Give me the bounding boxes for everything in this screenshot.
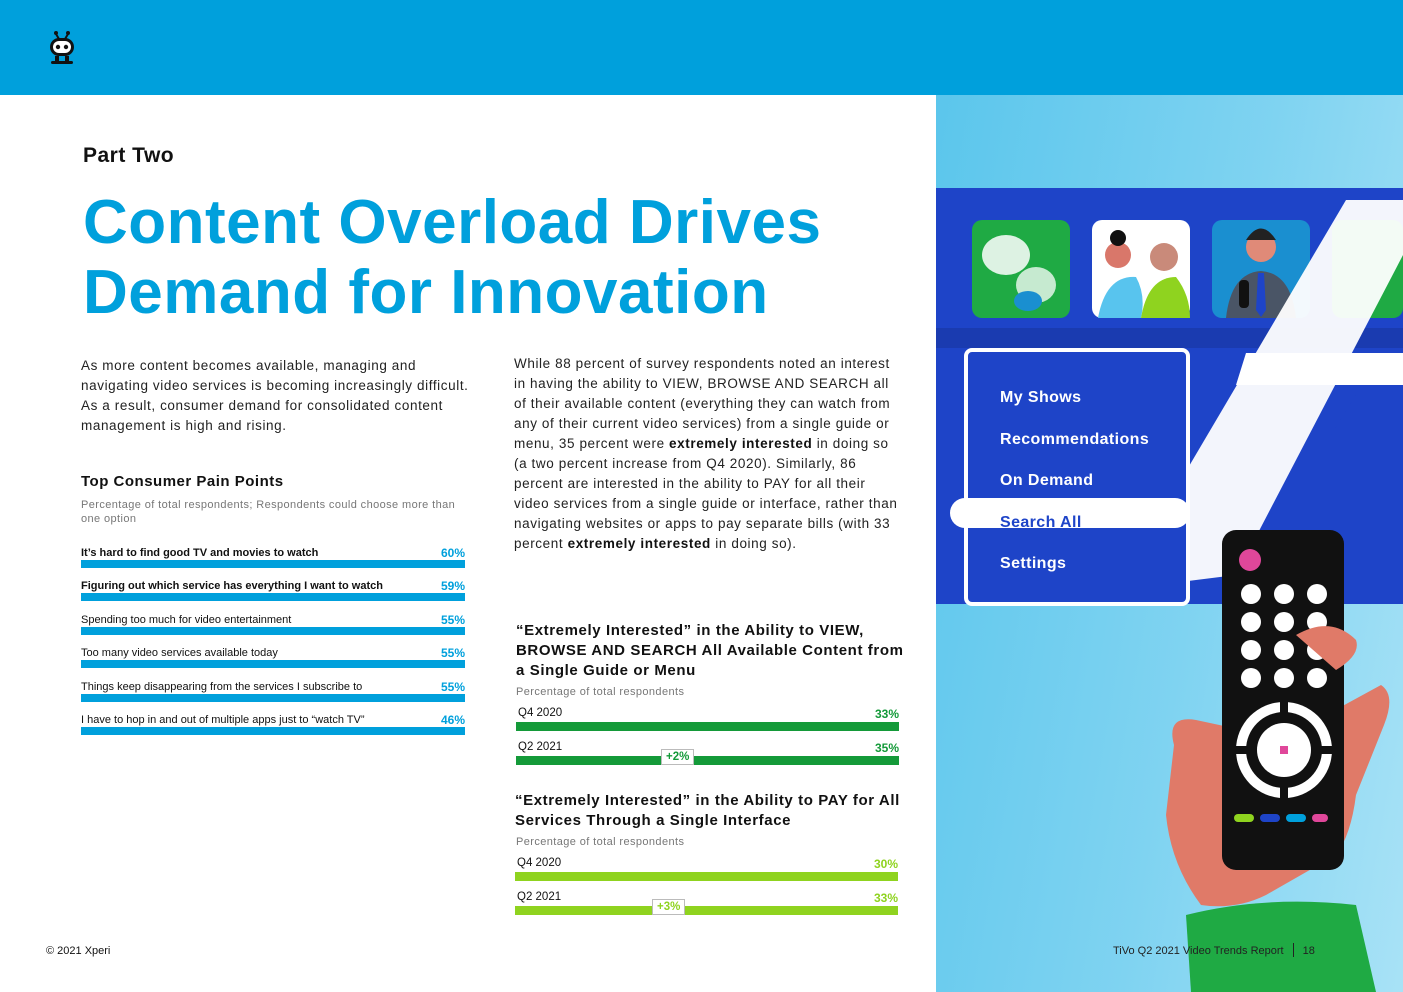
pay-delta-badge: +3%: [652, 899, 685, 915]
footer-separator: [1293, 943, 1294, 957]
pain-label: Things keep disappearing from the services I subscribe to: [81, 680, 363, 693]
view-delta-badge: +2%: [661, 749, 694, 765]
tv-menu: [1000, 377, 1149, 585]
view-bar: [516, 722, 899, 731]
pay-chart-subtitle: Percentage of total respondents: [516, 836, 685, 848]
pay-chart: [515, 857, 898, 925]
pain-label: Too many video services available today: [81, 647, 278, 660]
menu-item-settings: Settings: [1000, 555, 1067, 573]
pain-row: [81, 646, 465, 679]
part-label: Part Two: [83, 144, 175, 167]
pay-chart-title: “Extremely Interested” in the Ability to PAY for All Services Through a Single Interface: [515, 792, 900, 829]
menu-item-search-all: Search All: [1000, 513, 1082, 531]
pain-pct: 46%: [440, 712, 465, 727]
pain-bar: [81, 727, 465, 735]
view-row-pct: 33%: [874, 707, 899, 721]
pay-row-pct: 30%: [873, 857, 898, 871]
title-line-2: Demand for Innovation: [83, 258, 769, 327]
pain-row: [81, 680, 465, 713]
view-row-label: Q4 2020: [518, 707, 563, 719]
pain-label: I have to hop in and out of multiple apps just to “watch TV”: [81, 713, 365, 726]
body-text-1: While 88 percent of survey respondents noted an interest in having the ability to VIEW, BROWSE AND SEARCH all of their available content (everything they can watch from any of their current video services) from a single guide or menu, 35 percent were: [514, 356, 891, 451]
body-paragraph: [514, 354, 902, 554]
pain-row: [81, 713, 465, 746]
body-text-3: in doing so).: [710, 536, 797, 551]
pain-label: Figuring out which service has everything I want to watch: [81, 580, 383, 593]
footer-report: [1113, 943, 1315, 957]
pain-pct: 55%: [440, 646, 465, 661]
pain-pct: 55%: [440, 612, 465, 627]
page-number: 18: [1302, 945, 1315, 957]
pain-bar: [81, 560, 465, 568]
pain-pct: 60%: [440, 546, 465, 560]
pain-row: [81, 546, 465, 579]
header-bar: [0, 0, 1403, 95]
pain-row: [81, 613, 465, 646]
pay-bar: [515, 872, 898, 881]
illustration-panel: [936, 95, 1403, 992]
menu-item-my-shows: My Shows: [1000, 389, 1082, 406]
view-chart-title: “Extremely Interested” in the Ability to VIEW, BROWSE AND SEARCH All Available Content from a Single Guide or Menu: [516, 622, 904, 679]
pain-bar: [81, 660, 465, 668]
view-chart: [516, 707, 899, 775]
view-row-q4: [516, 707, 899, 741]
body-bold-1: extremely interested: [669, 436, 813, 451]
pain-bar: [81, 593, 465, 601]
menu-item-recommendations: Recommendations: [1000, 430, 1150, 448]
tivo-logo-icon: [46, 30, 78, 66]
body-text-2: in doing so (a two percent increase from Q4 2020). Similarly, 86 percent are interested in the ability to PAY for all their video services from a single guide or interface, rather than navigating websites or apps to pay separate bills (with 33 percent: [514, 436, 898, 551]
menu-item-on-demand: On Demand: [1000, 472, 1094, 490]
pain-bar: [81, 694, 465, 702]
pay-row-pct: 33%: [873, 891, 898, 905]
pay-row-label: Q4 2020: [517, 857, 562, 869]
copyright: © 2021 Xperi: [46, 945, 111, 957]
pay-row-q4: [515, 857, 898, 891]
view-row-label: Q2 2021: [518, 741, 563, 753]
pay-row-q2: [515, 891, 898, 925]
body-bold-2: extremely interested: [567, 536, 711, 551]
pain-pct: 59%: [440, 579, 465, 594]
pain-row: [81, 579, 465, 612]
report-name: TiVo Q2 2021 Video Trends Report: [1113, 945, 1284, 957]
page-title: [83, 188, 923, 328]
pain-pct: 55%: [440, 679, 465, 694]
intro-paragraph: As more content becomes available, managing and navigating video services is becoming increasingly difficult. As a result, consumer demand for consolidated content management is high and rising.: [81, 358, 469, 433]
pain-label: Spending too much for video entertainment: [81, 613, 292, 626]
view-row-pct: 35%: [874, 741, 899, 755]
pain-points-subtitle: Percentage of total respondents; Respondents could choose more than one option: [81, 499, 456, 525]
pay-bar: [515, 906, 898, 915]
view-bar: [516, 756, 899, 765]
pain-points-chart: [81, 546, 465, 746]
pain-points-title: Top Consumer Pain Points: [81, 473, 284, 490]
pay-row-label: Q2 2021: [517, 891, 562, 903]
pain-label: It’s hard to find good TV and movies to watch: [81, 547, 319, 559]
pain-bar: [81, 627, 465, 635]
view-row-q2: [516, 741, 899, 775]
view-chart-subtitle: Percentage of total respondents: [516, 686, 685, 698]
title-line-1: Content Overload Drives: [83, 188, 822, 257]
